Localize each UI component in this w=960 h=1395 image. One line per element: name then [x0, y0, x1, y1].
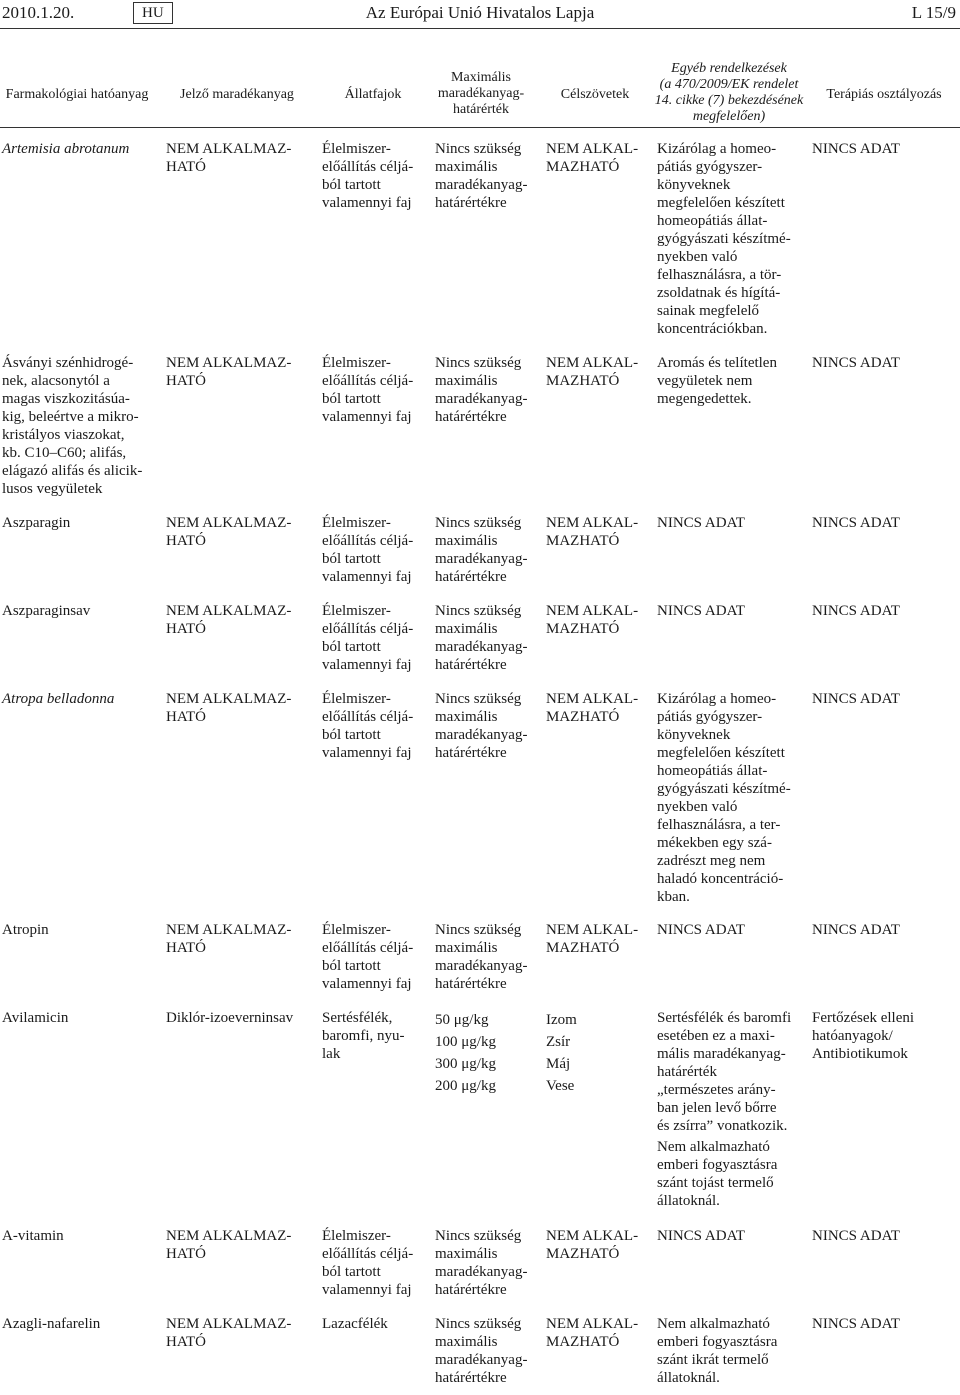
classification-cell: NINCS ADAT: [812, 1228, 900, 1244]
classification-cell: NINCS ADAT: [812, 355, 900, 371]
tissues-cell: NEM ALKAL- MAZHATÓ: [546, 1316, 639, 1350]
marker-cell: NEM ALKALMAZ- HATÓ: [166, 603, 292, 637]
substance-cell: Avilamicin: [2, 1010, 69, 1026]
mrl-cell: Nincs szükség maximális maradékanyag- határértékre: [435, 1228, 528, 1298]
mrl-cell: Nincs szükség maximális maradékanyag- határértékre: [435, 603, 528, 673]
substance-cell: Ásványi szénhidrogé- nek, alacsonytól a magas viszkozitásúa- kig, beleértve a mikro- kristályos viaszokat, kb. C10–C60; alifás, elágazó alifás és alicik- lusos vegyületek: [2, 355, 143, 497]
mrl-cell: 50 μg/kg 100 μg/kg 300 μg/kg 200 μg/kg: [435, 1012, 496, 1094]
provisions-cell: Nem alkalmazható emberi fogyasztásra szánt ikrát termelő állatoknál.: [657, 1316, 778, 1386]
species-cell: Lazacfélék: [322, 1316, 388, 1332]
publication-date: 2010.1.20.: [2, 3, 75, 22]
species-cell: Sertésfélék, baromfi, nyu- lak: [322, 1010, 405, 1062]
provisions-cell: Kizárólag a homeo- pátiás gyógyszer- könyveknek megfelelően készített homeopátiás állat- gyógyászati készítmé- nyekben való felhasználásra, a tör- zsoldatnak és hígítá- sainak megfelelő koncentrációkban.: [657, 141, 791, 337]
species-cell: Élelmiszer- előállítás céljá- ból tartott valamennyi faj: [322, 691, 414, 761]
marker-cell: NEM ALKALMAZ- HATÓ: [166, 355, 292, 389]
species-cell: Élelmiszer- előállítás céljá- ból tartott valamennyi faj: [322, 515, 414, 585]
classification-cell: NINCS ADAT: [812, 691, 900, 707]
tissues-cell: NEM ALKAL- MAZHATÓ: [546, 603, 639, 637]
marker-cell: NEM ALKALMAZ- HATÓ: [166, 1316, 292, 1350]
marker-cell: NEM ALKALMAZ- HATÓ: [166, 141, 292, 175]
country-code-badge: HU: [133, 2, 173, 24]
column-header-mrl: Maximális maradékanyag- határérték: [437, 70, 525, 117]
species-cell: Élelmiszer- előállítás céljá- ból tartott valamennyi faj: [322, 922, 414, 992]
column-header-marker: Jelző maradékanyag: [180, 87, 294, 102]
tissues-cell: NEM ALKAL- MAZHATÓ: [546, 355, 639, 389]
substance-cell: Azagli-nafarelin: [2, 1316, 101, 1332]
column-header-species: Állatfajok: [344, 87, 402, 102]
provisions-cell: Sertésfélék és baromfi esetében ez a maxi- mális maradékanyag- határérték „természetes arány- ban jelen levő bőrre és zsírra” vonatkozik.: [657, 1010, 792, 1134]
provisions-cell: Kizárólag a homeo- pátiás gyógyszer- könyveknek megfelelően készített homeopátiás állat- gyógyászati készítmé- nyekben való felhasználásra, a ter- mékekben egy szá- zadrészt meg nem haladó koncentráció- kban.: [657, 691, 791, 905]
page-header: [0, 0, 960, 28]
mrl-cell: Nincs szükség maximális maradékanyag- határértékre: [435, 515, 528, 585]
column-header-classification: Terápiás osztályozás: [826, 87, 942, 102]
marker-cell: NEM ALKALMAZ- HATÓ: [166, 922, 292, 956]
species-cell: Élelmiszer- előállítás céljá- ból tartott valamennyi faj: [322, 141, 414, 211]
column-header-provisions: Egyéb rendelkezések (a 470/2009/EK rendelet 14. cikke (7) bekezdésének megfelelően): [654, 61, 804, 124]
header-rule: [0, 28, 960, 29]
substance-cell: Atropin: [2, 922, 49, 938]
column-header-substance: Farmakológiai hatóanyag: [5, 87, 149, 102]
tissues-cell: NEM ALKAL- MAZHATÓ: [546, 141, 639, 175]
substance-cell: Aszparagin: [2, 515, 71, 531]
mrl-cell: Nincs szükség maximális maradékanyag- határértékre: [435, 1316, 528, 1386]
tissues-cell: NEM ALKAL- MAZHATÓ: [546, 515, 639, 549]
classification-cell: Fertőzések elleni hatóanyagok/ Antibiotikumok: [812, 1010, 915, 1062]
mrl-cell: Nincs szükség maximális maradékanyag- határértékre: [435, 922, 528, 992]
column-header-tissues: Célszövetek: [560, 87, 630, 102]
provisions-cell: NINCS ADAT: [657, 603, 745, 619]
provisions-cell: Aromás és telítetlen vegyületek nem megengedettek.: [657, 355, 777, 407]
provisions-cell: NINCS ADAT: [657, 1228, 745, 1244]
substance-cell: Aszparaginsav: [2, 603, 91, 619]
mrl-cell: Nincs szükség maximális maradékanyag- határértékre: [435, 355, 528, 425]
provisions-note-cell: Nem alkalmazható emberi fogyasztásra szánt tojást termelő állatoknál.: [657, 1139, 778, 1209]
marker-cell: Diklór-izoeverninsav: [166, 1010, 294, 1026]
substance-cell: Atropa belladonna: [2, 691, 115, 707]
tissues-cell: NEM ALKAL- MAZHATÓ: [546, 691, 639, 725]
classification-cell: NINCS ADAT: [812, 515, 900, 531]
table-header-rule: [0, 127, 960, 128]
substance-cell: A-vitamin: [2, 1228, 64, 1244]
provisions-cell: NINCS ADAT: [657, 922, 745, 938]
tissues-cell: NEM ALKAL- MAZHATÓ: [546, 922, 639, 956]
classification-cell: NINCS ADAT: [812, 922, 900, 938]
journal-title: Az Európai Unió Hivatalos Lapja: [365, 3, 595, 22]
tissues-cell: NEM ALKAL- MAZHATÓ: [546, 1228, 639, 1262]
species-cell: Élelmiszer- előállítás céljá- ból tartott valamennyi faj: [322, 355, 414, 425]
provisions-cell: NINCS ADAT: [657, 515, 745, 531]
marker-cell: NEM ALKALMAZ- HATÓ: [166, 1228, 292, 1262]
species-cell: Élelmiszer- előállítás céljá- ból tartott valamennyi faj: [322, 603, 414, 673]
mrl-cell: Nincs szükség maximális maradékanyag- határértékre: [435, 141, 528, 211]
tissues-cell: Izom Zsír Máj Vese: [546, 1012, 577, 1094]
mrl-cell: Nincs szükség maximális maradékanyag- határértékre: [435, 691, 528, 761]
marker-cell: NEM ALKALMAZ- HATÓ: [166, 515, 292, 549]
page-reference: L 15/9: [911, 3, 956, 22]
classification-cell: NINCS ADAT: [812, 603, 900, 619]
classification-cell: NINCS ADAT: [812, 1316, 900, 1332]
substance-cell: Artemisia abrotanum: [2, 141, 130, 157]
classification-cell: NINCS ADAT: [812, 141, 900, 157]
species-cell: Élelmiszer- előállítás céljá- ból tartott valamennyi faj: [322, 1228, 414, 1298]
marker-cell: NEM ALKALMAZ- HATÓ: [166, 691, 292, 725]
